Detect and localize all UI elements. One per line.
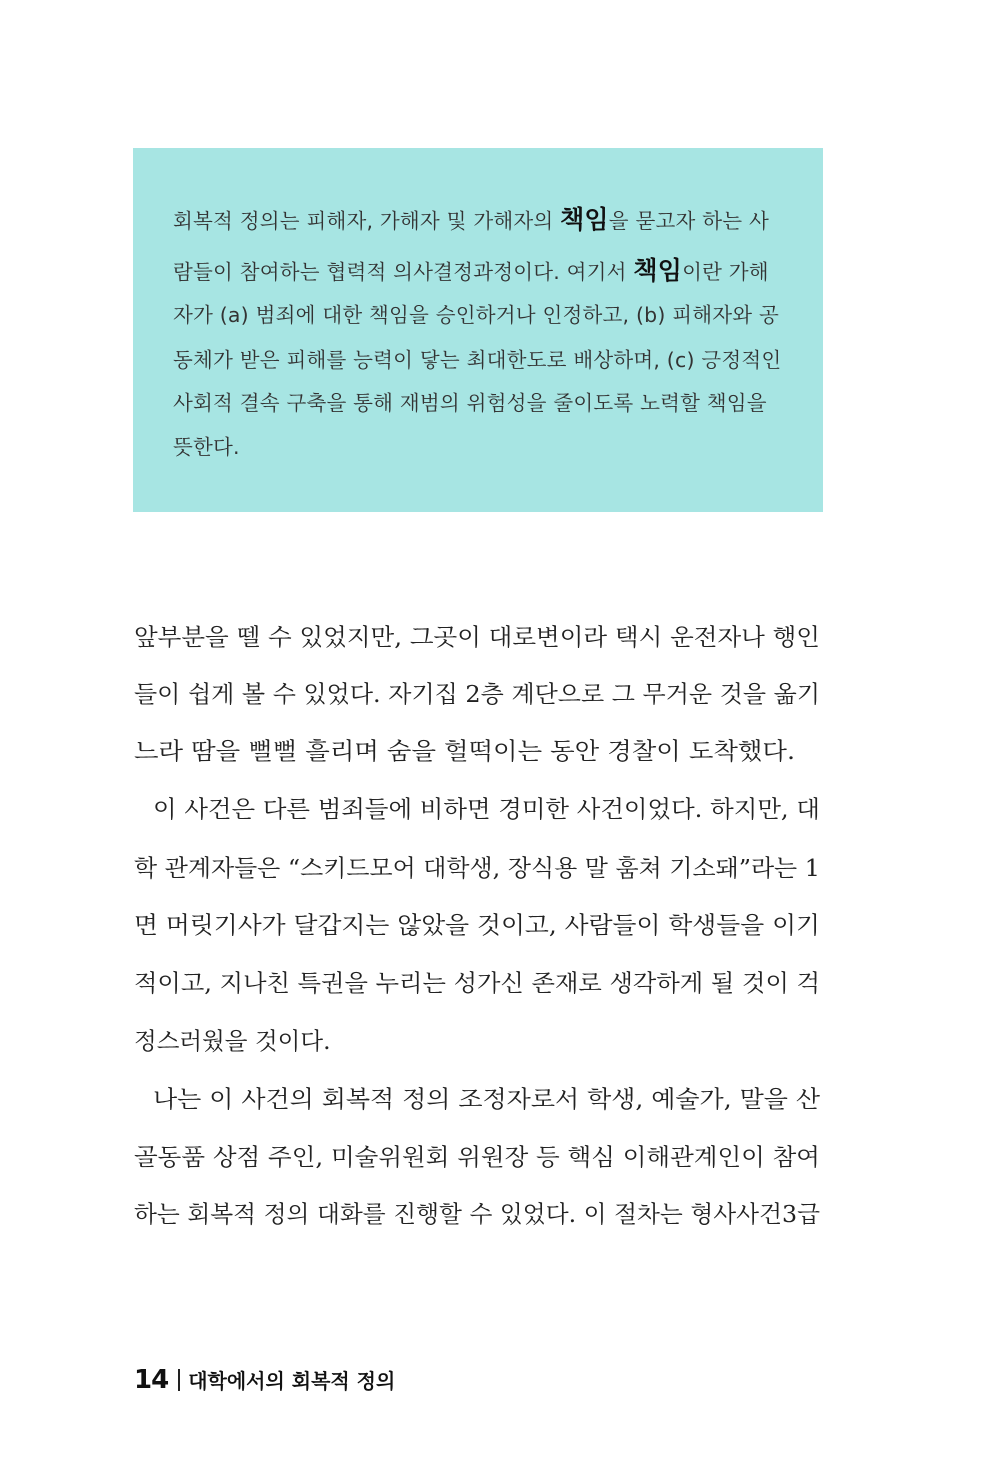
callout-line-3 [173, 298, 779, 328]
body-text-line: 적이고, 지나친 특권을 누리는 성가신 존재로 생각하게 될 것이 걱 [134, 969, 820, 997]
callout-text: 람들이 참여하는 협력적 의사결정과정이다. 여기서 [173, 260, 634, 284]
callout-text: 을 묻고자 하는 사 [608, 209, 769, 233]
body-text-line: 들이 쉽게 볼 수 있었다. 자기집 2층 계단으로 그 무거운 것을 옮기 [134, 680, 820, 708]
footer-divider [178, 1369, 180, 1391]
callout-text: 자가 (a) 범죄에 대한 책임을 승인하거나 인정하고, (b) 피해자와 공 [173, 303, 780, 327]
body-text-line: 정스러웠을 것이다. [134, 1027, 331, 1055]
callout-line-2 [173, 251, 769, 287]
body-paragraph-start: 나는 이 사건의 회복적 정의 조정자로서 학생, 예술가, 말을 산 [153, 1085, 820, 1113]
page-footer [134, 1365, 395, 1395]
callout-line-5 [173, 386, 767, 416]
body-text-line: 하는 회복적 정의 대화를 진행할 수 있었다. 이 절차는 형사사건3급 [134, 1200, 821, 1228]
body-text-line: 면 머릿기사가 달갑지는 않았을 것이고, 사람들이 학생들을 이기 [134, 911, 820, 939]
running-title: 대학에서의 회복적 정의 [188, 1369, 396, 1393]
callout-line-1 [173, 200, 769, 236]
callout-text: 이란 가해 [682, 260, 769, 284]
body-text-line: 앞부분을 뗄 수 있었지만, 그곳이 대로변이라 택시 운전자나 행인 [134, 623, 820, 651]
callout-text: 회복적 정의는 피해자, 가해자 및 가해자의 [173, 209, 561, 233]
page-number: 14 [134, 1365, 169, 1395]
callout-line-4 [173, 343, 781, 373]
body-text-line: 학 관계자들은 “스키드모어 대학생, 장식용 말 훔쳐 기소돼”라는 1 [134, 854, 820, 882]
callout-text: 동체가 받은 피해를 능력이 닿는 최대한도로 배상하며, (c) 긍정적인 [173, 348, 782, 372]
callout-emphasis: 책임 [633, 256, 683, 285]
body-text-line: 느라 땀을 뻘뻘 흘리며 숨을 헐떡이는 동안 경찰이 도착했다. [134, 737, 796, 765]
body-text-line: 골동품 상점 주인, 미술위원회 위원장 등 핵심 이해관계인이 참여 [134, 1143, 820, 1171]
body-paragraph-start: 이 사건은 다른 범죄들에 비하면 경미한 사건이었다. 하지만, 대 [153, 795, 820, 823]
definition-callout-box [133, 148, 823, 512]
callout-line-6 [173, 430, 240, 460]
callout-text: 뜻한다. [173, 435, 240, 459]
callout-emphasis: 책임 [560, 205, 609, 234]
callout-text: 사회적 결속 구축을 통해 재범의 위험성을 줄이도록 노력할 책임을 [173, 391, 767, 415]
